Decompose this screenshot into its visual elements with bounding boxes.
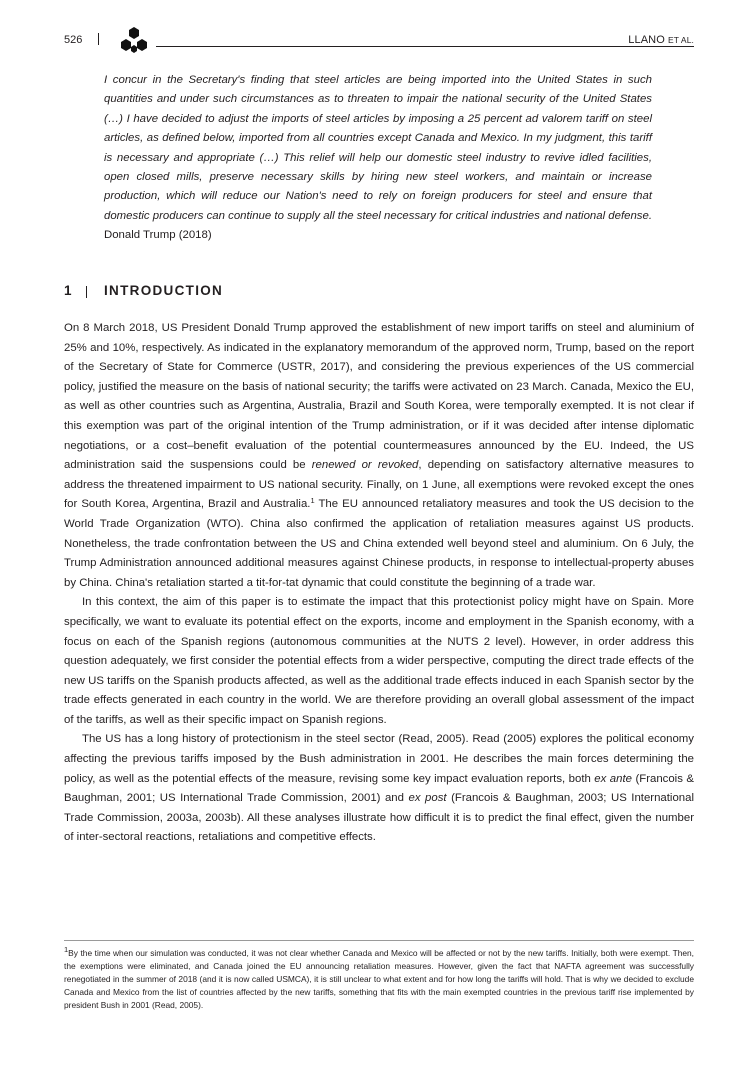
epigraph-attribution: Donald Trump (2018) — [104, 229, 212, 242]
paragraph-2: In this context, the aim of this paper is to estimate the impact that this protectionist policy might have on Spain. More specifically, we want to evaluate its potential effect on the exports, income and employment in the Spanish economy, with a focus on each of the Spanish regions (autonomous communities at the NUTS 2 level). However, in order address this question adequately, we first consider the potential effects from a wider perspective, computing the direct trade effects of the new US tariffs on the Spanish products affected, as well as the additional trade effects induced in each Spanish sector by the trade effects generated in each country in the world. We are therefore providing an overall global assessment of the impact of the tariffs, as well as their specific impact on Spanish regions. — [64, 596, 694, 726]
paragraph-text: , depending on satisfactory alternative measures to address the threatened impairment to US national security. Finally, on 1 June, all exemptions were revoked except the ones for South Korea, Argentina, Brazil and Australia. — [64, 459, 694, 511]
footnote — [64, 947, 694, 1012]
hexagon-cluster-icon — [117, 25, 151, 57]
paragraph-text: The EU announced retaliatory measures and took the US decision to the World Trade Organization (WTO). China also confirmed the application of retaliation measures against US products. Nonetheless, the trade confrontation between the US and China extended well beyond steel and aluminium. On 6 July, the Trump Administration announced additional measures against Chinese products, in response to intellectual-property abuses by China. China's retaliation started a tit-for-tat dynamic that could constitute the beginning of a trade war. — [64, 498, 694, 589]
header-separator — [98, 33, 99, 45]
running-head — [628, 33, 694, 47]
et-al: ET AL. — [668, 35, 694, 45]
header-rule — [156, 46, 694, 47]
body-text — [64, 319, 694, 848]
paragraph-text: (Francois & Baughman, 2001; US International Trade Commission, 2001) and — [64, 772, 694, 805]
footnote-text: By the time when our simulation was conducted, it was not clear whether Canada and Mexico will be affected or not by the new tariffs. Initially, both were exempt. Then, the exemptions were eliminated, and Canada joined the EU announcing retaliation measures. However, given the fact that NAFTA agreement was successfully renegotiated in the summer of 2018 (and it is now called USMCA), it is still unclear to what extent and for how long the tariffs will hold. That is why we decided to exclude Canada and Mexico from the list of countries affected by the new tariffs, something that fits with the main exempted countries in the previous tariff rise implemented by president Bush in 2001 (Read, 2005). — [64, 948, 694, 1011]
emphasis: renewed or revoked — [311, 459, 419, 472]
page-header — [64, 33, 694, 53]
emphasis: ex ante — [594, 772, 632, 785]
page-number: 526 — [64, 34, 83, 46]
footnote-marker: 1 — [64, 945, 69, 954]
paragraph-text: The US has a long history of protectionism in the steel sector (Read, 2005). Read (2005) explores the political economy affecting the previous tariffs imposed by the Bush administration in 2001. He describes the main forces determining the policy, as well as the potential effects of the measure, revising some key impact evaluation reports, both — [64, 733, 694, 785]
epigraph — [104, 71, 652, 246]
paragraph-3 — [64, 730, 694, 848]
epigraph-quote: I concur in the Secretary's finding that steel articles are being imported into the United States in such quantities and under such circumstances as to threaten to impair the national security of the United States (…) I have decided to adjust the imports of steel articles by imposing a 25 percent ad valorem tariff on steel articles, as defined below, imported from all countries except Canada and Mexico. In my judgment, this tariff is necessary and appropriate (…) This relief will help our domestic steel industry to revive idled facilities, open closed mills, preserve necessary skills by hiring new steel workers, and maintain or increase production, which will reduce our Nation's need to rely on foreign producers for steel and ensure that domestic producers can continue to supply all the steel necessary for critical industries and national defense. — [104, 74, 652, 222]
emphasis: ex post — [408, 792, 447, 805]
footnote-reference[interactable]: 1 — [310, 496, 315, 506]
section-separator — [86, 286, 87, 298]
section-title: INTRODUCTION — [104, 283, 224, 298]
paragraph-text: On 8 March 2018, US President Donald Trump approved the establishment of new import tariffs on steel and aluminium of 25% and 10%, respectively. As indicated in the explanatory memorandum of the approved norm, Trump, based on the report of the Secretary of State for Commerce (USTR, 2017), and considering the previous experiences of the US commercial policy, justified the measure on the basis of national security; the tariffs were activated on 23 March. Canada, Mexico the EU, as well as other countries such as Argentina, Australia, Brazil and South Korea, were temporally exempted. It is not clear if this exemption was part of the original intention of the Trump administration, or if it was decided after intense diplomatic negotiations, or a cost–benefit evaluation of the potential countermeasures announced by the EU. Indeed, the US administration said the suspensions could be — [64, 322, 694, 472]
paragraph-1 — [64, 319, 694, 593]
author-name: LLANO — [628, 34, 665, 46]
section-heading — [64, 282, 684, 300]
footnote-rule — [64, 940, 694, 941]
section-number: 1 — [64, 283, 72, 298]
paragraph-text: (Francois & Baughman, 2003; US International Trade Commission, 2003a, 2003b). All these analyses illustrate how difficult it is to predict the final effect, given the number of inter-sectoral reactions, retaliations and competitive effects. — [64, 792, 694, 844]
